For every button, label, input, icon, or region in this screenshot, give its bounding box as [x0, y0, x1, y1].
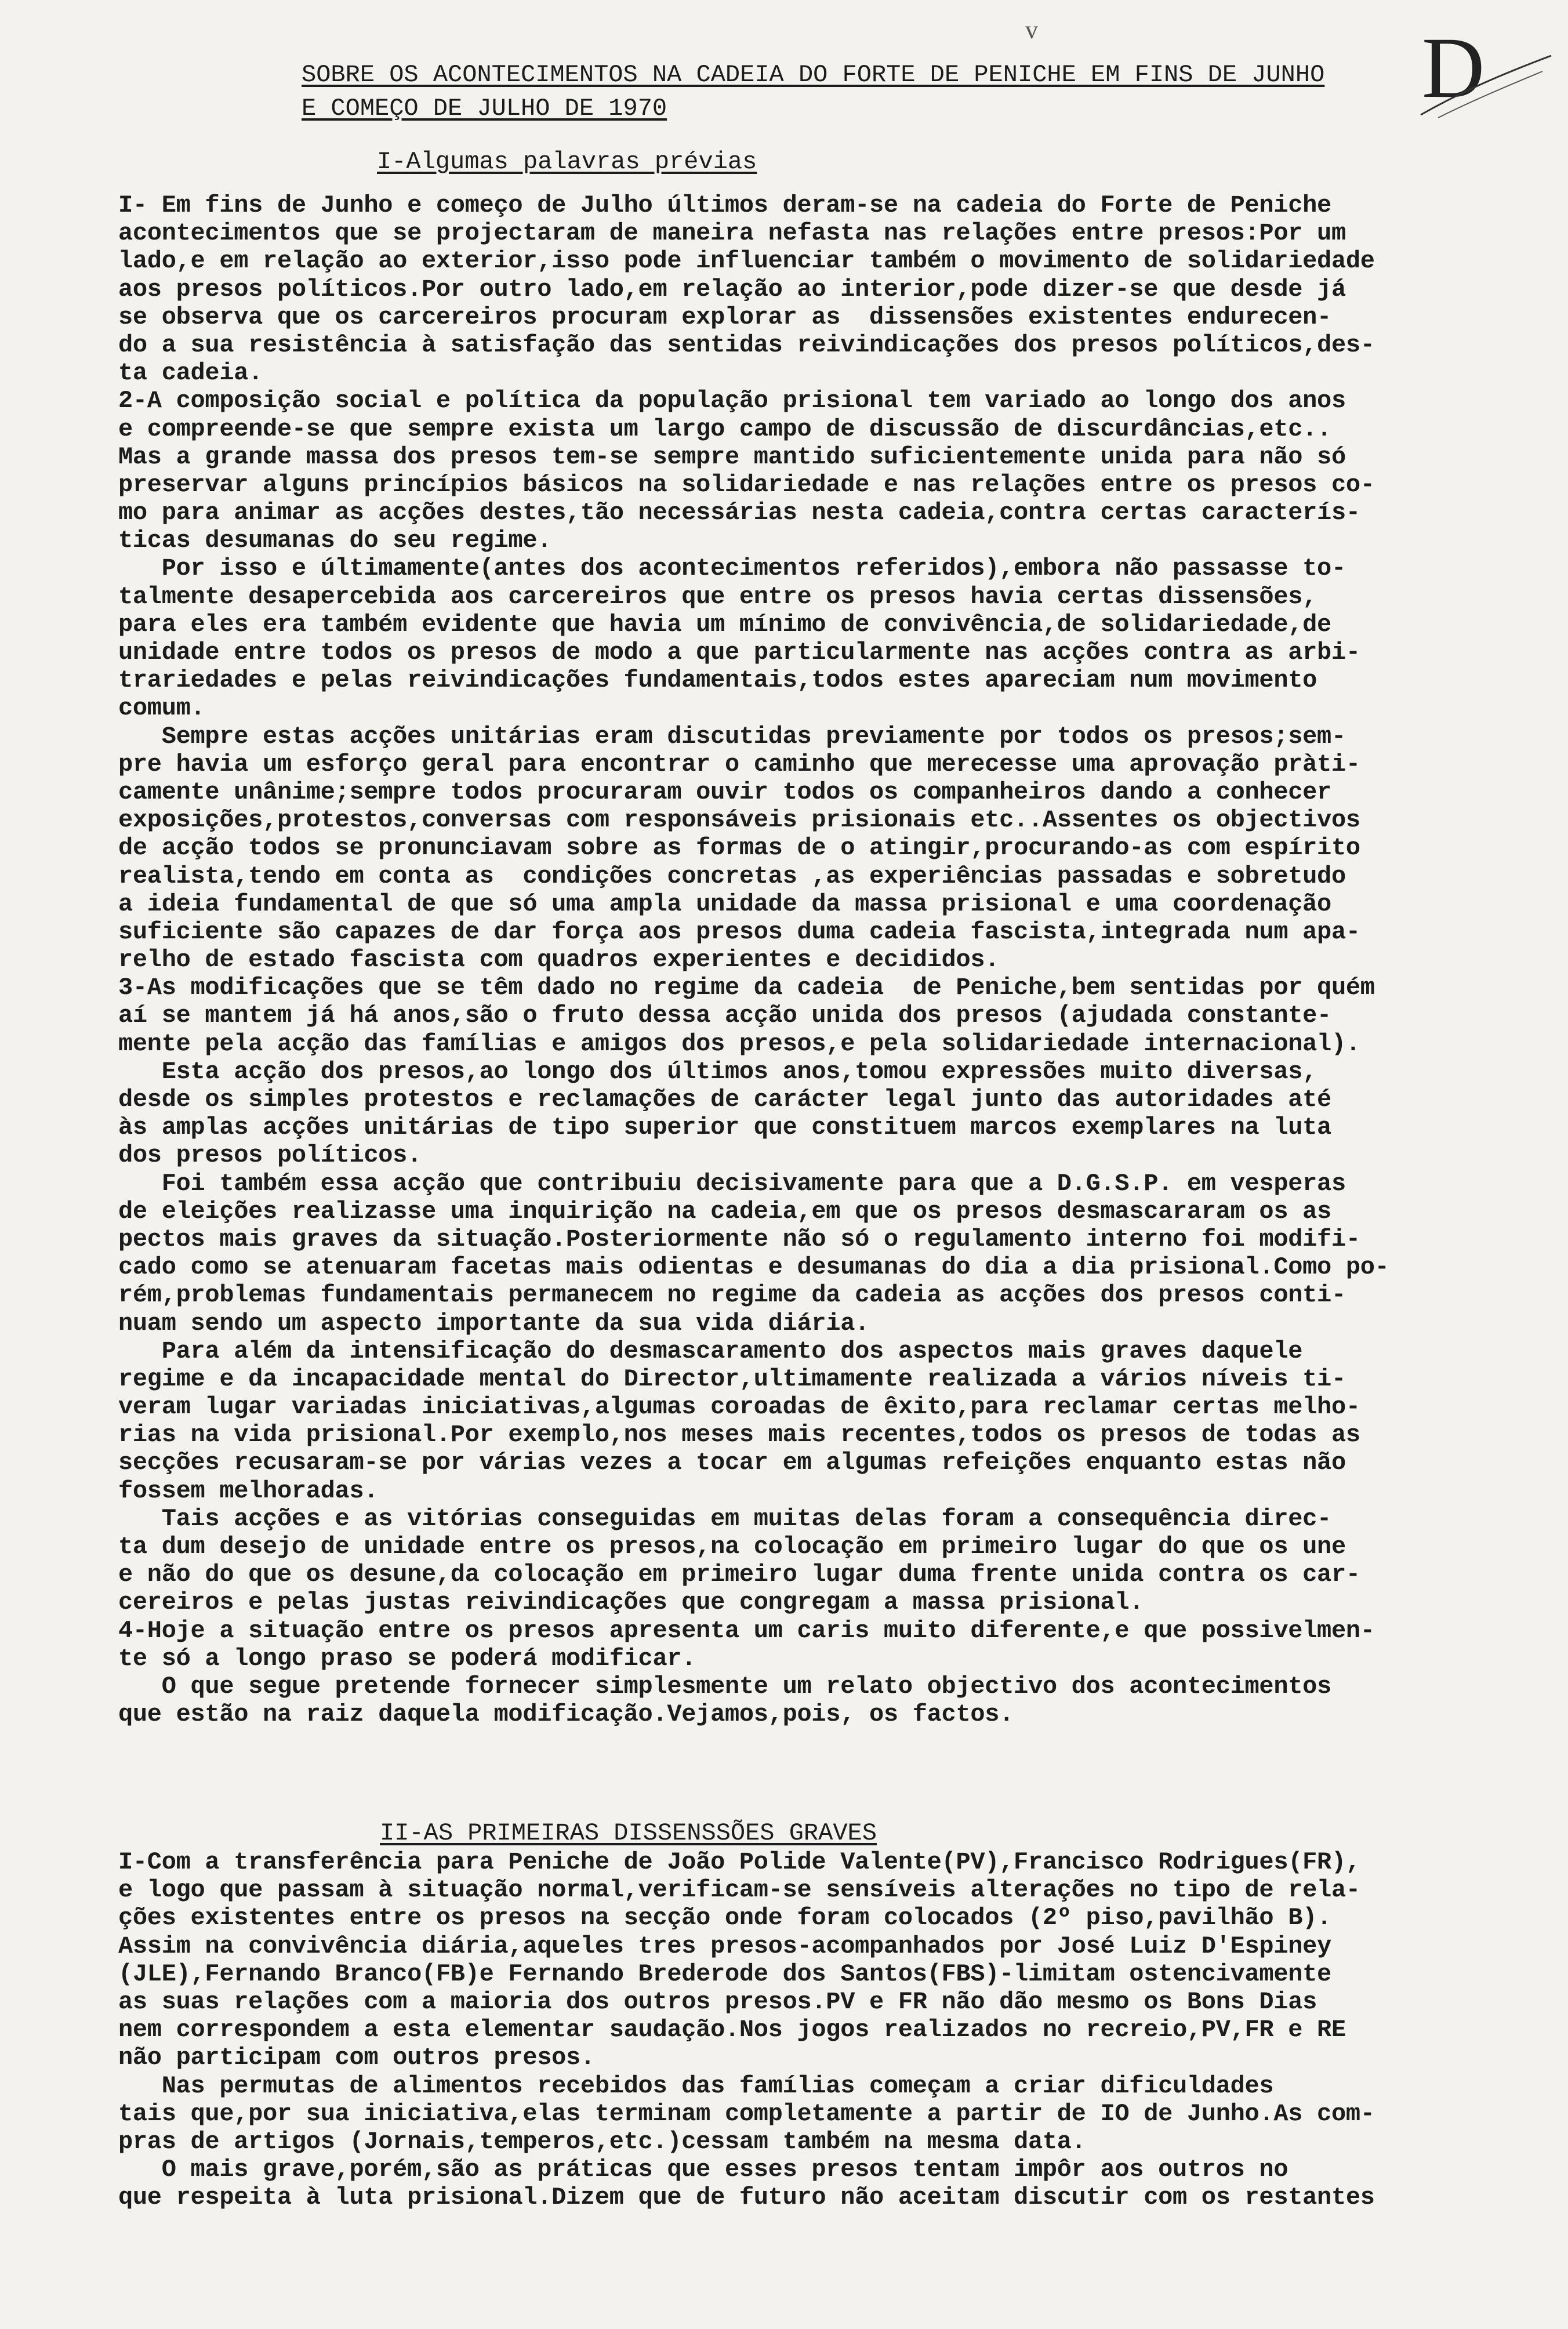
section-1-body: [118, 191, 1487, 1728]
text-line: trariedades e pelas reivindicações fundamentais,todos estes apareciam num movimento: [118, 666, 1317, 695]
text-line: aí se mantem já há anos,são o fruto dessa acção unida dos presos (ajudada constante-: [118, 1002, 1331, 1030]
text-line: Esta acção dos presos,ao longo dos últimos anos,tomou expressões muito diversas,: [118, 1057, 1317, 1086]
text-line: nuam sendo um aspecto importante da sua vida diária.: [118, 1309, 870, 1337]
text-line: e logo que passam à situação normal,verificam-se sensíveis alterações no tipo de rela-: [118, 1876, 1360, 1904]
text-line: para eles era também evidente que havia um mínimo de convivência,de solidariedade,de: [118, 610, 1331, 639]
text-line: rém,problemas fundamentais permanecem no regime da cadeia as acções dos presos conti-: [118, 1281, 1346, 1309]
handwritten-stroke: [1415, 51, 1554, 121]
text-line: dos presos políticos.: [118, 1141, 422, 1170]
text-line: e compreende-se que sempre exista um largo campo de discussão de discurdâncias,etc..: [118, 415, 1331, 443]
check-mark: v: [1025, 16, 1038, 44]
text-line: ções existentes entre os presos na secção onde foram colocados (2º piso,pavilhão B).: [118, 1904, 1331, 1932]
text-line: de acção todos se pronunciavam sobre as formas de o atingir,procurando-as com espírito: [118, 834, 1360, 862]
text-line: Mas a grande massa dos presos tem-se sempre mantido suficientemente unida para não só: [118, 442, 1346, 471]
text-line: desde os simples protestos e reclamações de carácter legal junto das autoridades até: [118, 1086, 1331, 1113]
section-heading-1: [377, 146, 757, 177]
text-line: 2-A composição social e política da população prisional tem variado ao longo dos anos: [118, 387, 1346, 415]
text-line: O mais grave,porém,são as práticas que esses presos tentam impôr aos outros no: [118, 2156, 1288, 2184]
text-line: Sempre estas acções unitárias eram discutidas previamente por todos os presos;sem-: [118, 722, 1346, 750]
text-line: talmente desapercebida aos carcereiros que entre os presos havia certas dissensões,: [118, 582, 1317, 611]
text-line: 4-Hoje a situação entre os presos apresenta um caris muito diferente,e que possivelmen-: [118, 1616, 1375, 1645]
text-line: às amplas acções unitárias de tipo superior que constituem marcos exemplares na luta: [118, 1113, 1331, 1142]
text-line: Por isso e últimamente(antes dos acontecimentos referidos),embora não passasse to-: [118, 554, 1346, 583]
text-line: regime e da incapacidade mental do Director,ultimamente realizada a vários níveis ti-: [118, 1365, 1346, 1393]
text-line: preservar alguns princípios básicos na solidariedade e nas relações entre os presos co-: [118, 470, 1375, 499]
text-line: exposições,protestos,conversas com responsáveis prisionais etc..Assentes os objectivos: [118, 806, 1360, 835]
text-line: ta dum desejo de unidade entre os presos,na colocação em primeiro lugar do que os une: [118, 1533, 1346, 1561]
text-line: as suas relações com a maioria dos outros presos.PV e FR não dão mesmo os Bons Dias: [118, 1987, 1317, 2016]
text-line: pre havia um esforço geral para encontrar o caminho que merecesse uma aprovação pràti-: [118, 750, 1360, 778]
text-line: aos presos políticos.Por outro lado,em relação ao interior,pode dizer-se que desde já: [118, 275, 1346, 303]
text-line: veram lugar variadas iniciativas,algumas coroadas de êxito,para reclamar certas melho-: [118, 1393, 1360, 1421]
text-line: de eleições realizasse uma inquirição na cadeia,em que os presos desmascararam os as: [118, 1197, 1331, 1225]
text-line: realista,tendo em conta as condições concretas ,as experiências passadas e sobretudo: [118, 862, 1346, 890]
text-line: fossem melhoradas.: [118, 1477, 379, 1505]
text-line: unidade entre todos os presos de modo a que particularmente nas acções contra as arbi-: [118, 639, 1360, 666]
document-title: SOBRE OS ACONTECIMENTOS NA CADEIA DO FORTE DE PENICHE EM FINS DE JUNHO E COMEÇO DE JULHO DE 1970: [302, 61, 1325, 122]
section-heading-1-text: I-Algumas palavras prévias: [377, 148, 757, 176]
text-line: I-Com a transferência para Peniche de João Polide Valente(PV),Francisco Rodrigues(FR),: [118, 1848, 1360, 1876]
text-line: cado como se atenuaram facetas mais odientas e desumanas do dia a dia prisional.Como po-: [118, 1253, 1389, 1282]
text-line: Assim na convivência diária,aqueles tres presos-acompanhados por José Luiz D'Espiney: [118, 1932, 1331, 1960]
text-line: cereiros e pelas justas reivindicações que congregam a massa prisional.: [118, 1588, 1144, 1617]
text-line: pras de artigos (Jornais,temperos,etc.)cessam também na mesma data.: [118, 2127, 1086, 2156]
text-line: (JLE),Fernando Branco(FB)e Fernando Brederode dos Santos(FBS)-limitam ostencivamente: [118, 1960, 1331, 1988]
text-line: ticas desumanas do seu regime.: [118, 527, 552, 555]
text-line: acontecimentos que se projectaram de maneira nefasta nas relações entre presos:Por um: [118, 219, 1346, 248]
text-line: relho de estado fascista com quadros experientes e decididos.: [118, 946, 1000, 974]
text-line: que respeita à luta prisional.Dizem que de futuro não aceitam discutir com os restantes: [118, 2183, 1375, 2212]
text-line: I- Em fins de Junho e começo de Julho últimos deram-se na cadeia do Forte de Peniche: [118, 191, 1331, 219]
text-line: não participam com outros presos.: [118, 2044, 595, 2072]
text-line: mo para animar as acções destes,tão necessárias nesta cadeia,contra certas caracterís-: [118, 499, 1360, 527]
section-2-body: [118, 1848, 1487, 2211]
text-line: a ideia fundamental de que só uma ampla unidade da massa prisional e uma coordenação: [118, 890, 1331, 918]
text-line: pectos mais graves da situação.Posteriormente não só o regulamento interno foi modifi-: [118, 1225, 1360, 1253]
text-line: e não do que os desune,da colocação em primeiro lugar duma frente unida contra os car-: [118, 1561, 1360, 1589]
text-line: que estão na raiz daquela modificação.Vejamos,pois, os factos.: [118, 1700, 1014, 1729]
section-heading-2: [380, 1818, 877, 1849]
text-line: tais que,por sua iniciativa,elas terminam completamente a partir de IO de Junho.As com-: [118, 2099, 1375, 2128]
text-line: Tais acções e as vitórias conseguidas em muitas delas foram a consequência direc-: [118, 1504, 1331, 1533]
text-line: 3-As modificações que se têm dado no regime da cadeia de Peniche,bem sentidas por quém: [118, 974, 1375, 1002]
text-line: nem correspondem a esta elementar saudação.Nos jogos realizados no recreio,PV,FR e RE: [118, 2016, 1346, 2044]
text-line: suficiente são capazes de dar força aos presos duma cadeia fascista,integrada num apa-: [118, 917, 1360, 946]
text-line: Para além da intensificação do desmascaramento dos aspectos mais graves daquele: [118, 1337, 1303, 1365]
text-line: Foi também essa acção que contribuiu decisivamente para que a D.G.S.P. em vesperas: [118, 1169, 1346, 1198]
text-line: Nas permutas de alimentos recebidos das famílias começam a criar dificuldades: [118, 2072, 1274, 2100]
text-line: rias na vida prisional.Por exemplo,nos meses mais recentes,todos os presos de todas as: [118, 1421, 1360, 1449]
text-line: ta cadeia.: [118, 359, 263, 387]
text-line: te só a longo praso se poderá modificar.: [118, 1644, 696, 1673]
text-line: se observa que os carcereiros procuram explorar as dissensões existentes endurecen-: [118, 303, 1331, 331]
text-line: do a sua resistência à satisfação das sentidas reivindicações dos presos políticos,des-: [118, 331, 1375, 359]
text-line: comum.: [118, 694, 205, 723]
text-line: secções recusaram-se por várias vezes a tocar em algumas refeições enquanto estas não: [118, 1449, 1346, 1477]
text-line: camente unânime;sempre todos procuraram ouvir todos os companheiros dando a conhecer: [118, 778, 1331, 806]
text-line: O que segue pretende fornecer simplesmente um relato objectivo dos acontecimentos: [118, 1672, 1331, 1700]
text-line: mente pela acção das famílias e amigos dos presos,e pela solidariedade internacional).: [118, 1029, 1360, 1058]
handwritten-letter-mark: D: [1422, 20, 1485, 116]
text-line: lado,e em relação ao exterior,isso pode influenciar também o movimento de solidariedade: [118, 247, 1375, 275]
section-heading-2-text: II-AS PRIMEIRAS DISSENSSÕES GRAVES: [380, 1819, 877, 1847]
